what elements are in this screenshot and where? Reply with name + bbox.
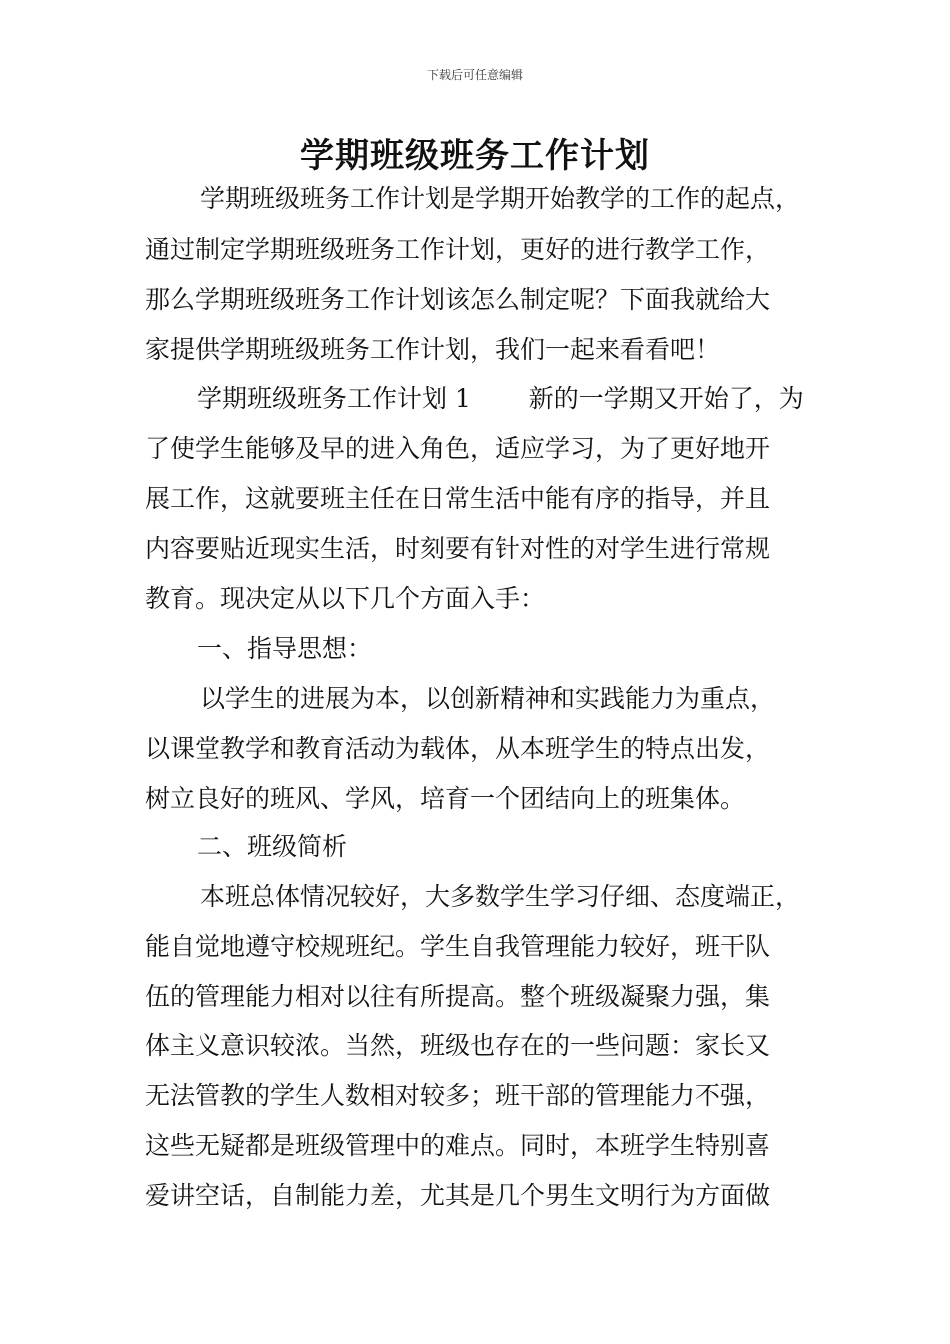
paragraph-line: 学期班级班务工作计划是学期开始教学的工作的起点，: [200, 184, 801, 213]
paragraph-line: 教育。现决定从以下几个方面入手：: [145, 584, 546, 613]
paragraph-line: 了使学生能够及早的进入角色，适应学习，为了更好地开: [145, 434, 771, 463]
header-note: 下载后可任意编辑: [426, 68, 523, 82]
document-title: 学期班级班务工作计划: [300, 136, 650, 176]
paragraph-line: 体主义意识较浓。当然，班级也存在的一些问题：家长又: [145, 1031, 771, 1060]
paragraph-line: 本班总体情况较好，大多数学生学习仔细、态度端正，: [200, 882, 801, 911]
paragraph-line: 树立良好的班风、学风，培育一个团结向上的班集体。: [145, 784, 746, 813]
paragraph-line: 通过制定学期班级班务工作计划，更好的进行教学工作，: [145, 235, 771, 264]
section-heading: 一、指导思想：: [197, 634, 373, 663]
paragraph-line: 以学生的进展为本，以创新精神和实践能力为重点，: [200, 684, 776, 713]
paragraph-line: 爱讲空话，自制能力差，尤其是几个男生文明行为方面做: [145, 1181, 771, 1210]
paragraph-line: 那么学期班级班务工作计划该怎么制定呢？下面我就给大: [145, 285, 771, 314]
paragraph-line: 展工作，这就要班主任在日常生活中能有序的指导，并且: [145, 484, 771, 513]
paragraph-line: 家提供学期班级班务工作计划，我们一起来看看吧！: [145, 335, 721, 364]
paragraph-line: 无法管教的学生人数相对较多；班干部的管理能力不强，: [145, 1081, 771, 1110]
section-heading: 二、班级简析: [197, 832, 348, 861]
paragraph-line: 这些无疑都是班级管理中的难点。同时，本班学生特别喜: [145, 1131, 771, 1160]
paragraph-line: 以课堂教学和教育活动为载体，从本班学生的特点出发，: [145, 734, 771, 763]
paragraph-line: 学期班级班务工作计划 1 新的一学期又开始了，为: [197, 384, 804, 413]
paragraph-line: 内容要贴近现实生活，时刻要有针对性的对学生进行常规: [145, 534, 771, 563]
paragraph-line: 伍的管理能力相对以往有所提高。整个班级凝聚力强，集: [145, 982, 771, 1011]
paragraph-line: 能自觉地遵守校规班纪。学生自我管理能力较好，班干队: [145, 932, 771, 961]
